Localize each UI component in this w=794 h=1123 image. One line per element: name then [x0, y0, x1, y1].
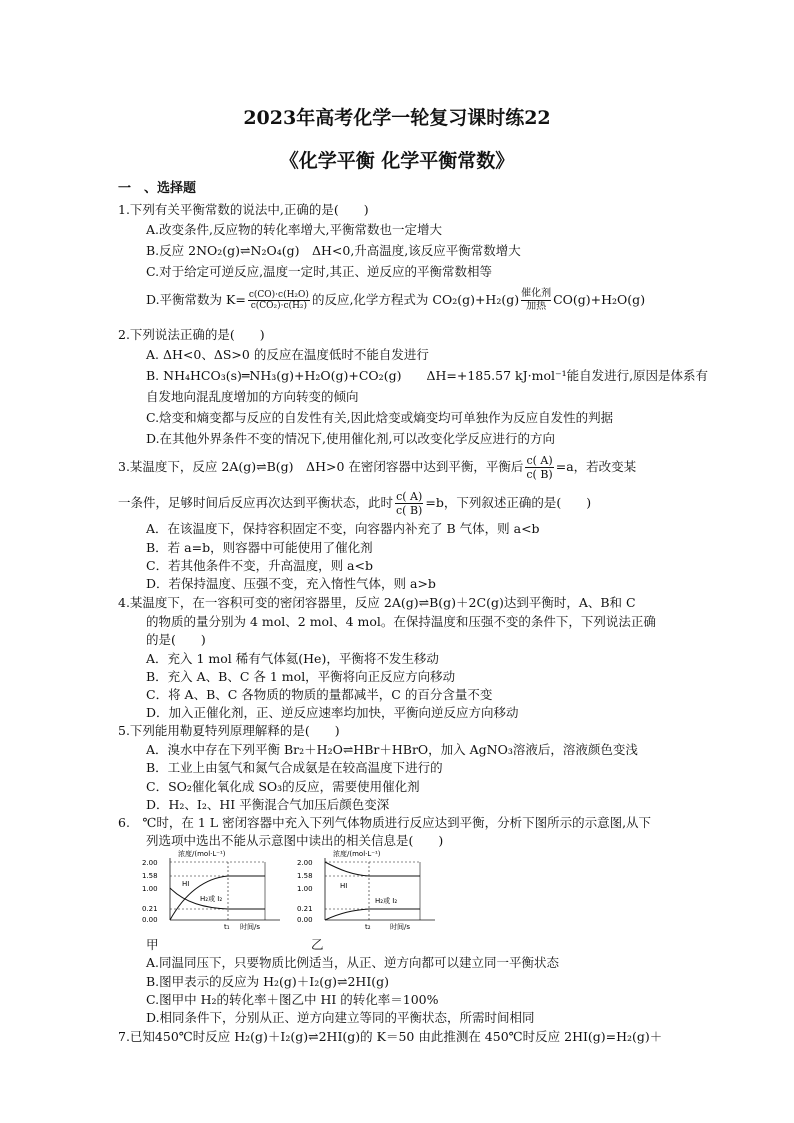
document-subtitle: 《化学平衡 化学平衡常数》 [279, 150, 515, 172]
q4-stem-line3: 的是( ) [146, 632, 206, 647]
q3-ratio-numerator: c( A) [526, 454, 553, 467]
q1-d-fraction [248, 290, 310, 311]
chart-jia-ytick-000: 0.00 [142, 916, 158, 924]
chart-yi-ytick-200: 2.00 [297, 859, 313, 867]
chart-yi-ytick-000: 0.00 [297, 916, 313, 924]
q6-option-d: D.相同条件下，分别从正、逆方向建立等同的平衡状态，所需时间相同 [146, 1010, 535, 1025]
q1-option-c: C.对于给定可逆反应,温度一定时,其正、逆反应的平衡常数相等 [146, 264, 493, 279]
q2-option-a: A. ΔH<0、ΔS>0 的反应在温度低时不能自发进行 [146, 347, 429, 362]
chart-yi-hi-label: HI [340, 882, 348, 890]
chart-yi-t2: t₂ [365, 923, 371, 931]
q6-option-a: A.同温同压下，只要物质比例适当，从正、逆方向都可以建立同一平衡状态 [146, 955, 560, 970]
chart-jia-ytick-021: 0.21 [142, 905, 158, 913]
q4-option-b: B．充入 A、B、C 各 1 mol，平衡将向正反应方向移动 [146, 669, 456, 684]
q1-d-middle: 的反应,化学方程式为 CO₂(g)+H₂(g) [311, 292, 520, 307]
q4-option-d: D．加入正催化剂，正、逆反应速率均加快，平衡向逆反应方向移动 [146, 705, 519, 720]
chart-jia-ytick-200: 2.00 [142, 859, 158, 867]
q6-stem-line1: 6. ℃时，在 1 L 密闭容器中充入下列气体物质进行反应达到平衡，分析下图所示的示意图,从下 [118, 815, 652, 830]
chart-yi [295, 848, 445, 934]
q3-ratio-denominator: c( B) [526, 468, 553, 481]
q1-d-condition-arrow [521, 289, 551, 312]
q3-line2-prefix: 一条件，足够时间后反应再次达到平衡状态，此时 [118, 495, 394, 510]
chart-yi-xlabel: 时间/s [390, 923, 411, 931]
q2-option-b-line1: B. NH₄HCO₃(s)═NH₃(g)+H₂O(g)+CO₂(g) ΔH=+185.57 kJ·mol⁻¹能自发进行,原因是体系有 [146, 368, 709, 383]
q2-option-c: C.焓变和熵变都与反应的自发性有关,因此焓变或熵变均可单独作为反应自发性的判据 [146, 410, 614, 425]
q5-option-a: A．溴水中存在下列平衡 Br₂＋H₂O⇌HBr＋HBrO，加入 AgNO₃溶液后，溶液颜色变浅 [146, 742, 638, 757]
figure-label-yi: 乙 [311, 937, 324, 952]
chart-jia-t1: t₁ [224, 923, 230, 931]
q2-stem: 2.下列说法正确的是( ) [118, 327, 265, 342]
chart-jia-h2-label: H₂或 I₂ [200, 895, 223, 903]
q1-d-products: CO(g)+H₂O(g) [553, 292, 646, 307]
q5-stem: 5.下列能用勒夏特列原理解释的是( ) [118, 723, 340, 738]
q3-stem-line2 [118, 490, 591, 517]
q3-ratio-numerator-2: c( A) [396, 490, 423, 503]
q5-option-b: B．工业上由氢气和氮气合成氨是在较高温度下进行的 [146, 760, 443, 775]
q1-d-heat: 加热 [526, 301, 547, 312]
q3-option-d: D．若保持温度、压强不变，充入惰性气体，则 a>b [146, 576, 436, 591]
q5-option-d: D．H₂、I₂、HI 平衡混合气加压后颜色变深 [146, 797, 390, 812]
q1-d-prefix: D.平衡常数为 K= [146, 292, 246, 307]
chart-jia-ytick-158: 1.58 [142, 872, 158, 880]
q3-stem-suffix: =a，若改变某 [555, 459, 637, 474]
q3-stem-prefix: 3.某温度下，反应 2A(g)⇌B(g) ΔH>0 在密闭容器中达到平衡，平衡后 [118, 459, 524, 474]
q3-option-b: B．若 a=b，则容器中可能使用了催化剂 [146, 540, 373, 555]
q1-option-a: A.改变条件,反应物的转化率增大,平衡常数也一定增大 [146, 222, 442, 237]
q3-line2-suffix: =b，下列叙述正确的是( ) [425, 495, 592, 510]
chart-yi-ytick-158: 1.58 [297, 872, 313, 880]
q3-ratio-fraction-2 [395, 490, 423, 517]
figure-label-jia: 甲 [146, 937, 159, 952]
section-heading: 一 、选择题 [118, 181, 197, 196]
chart-yi-h2-curve [325, 909, 420, 920]
q5-option-c: C．SO₂催化氧化成 SO₃的反应，需要使用催化剂 [146, 779, 420, 794]
chart-jia-ylabel: 浓度/(mol·L⁻¹) [178, 850, 226, 858]
chart-yi-ytick-021: 0.21 [297, 905, 313, 913]
chart-jia [140, 848, 290, 934]
q1-d-denominator: c(CO₂)·c(H₂) [250, 301, 308, 311]
chart-jia-hi-label: HI [182, 880, 190, 888]
q1-option-d [146, 289, 645, 312]
chart-yi-ylabel: 浓度/(mol·L⁻¹) [333, 850, 381, 858]
q3-ratio-fraction [525, 454, 553, 481]
q3-ratio-denominator-2: c( B) [396, 504, 423, 517]
q3-stem [118, 454, 636, 481]
q6-option-b: B.图甲表示的反应为 H₂(g)＋I₂(g)⇌2HI(g) [146, 974, 390, 989]
chart-yi-hi-curve [325, 862, 420, 876]
q1-stem: 1.下列有关平衡常数的说法中,正确的是( ) [118, 202, 369, 217]
q6-stem-line2: 列选项中选出不能从示意图中读出的相关信息是( ) [146, 833, 444, 848]
q4-option-a: A．充入 1 mol 稀有气体氦(He)，平衡将不发生移动 [146, 651, 439, 666]
chart-yi-h2-label: H₂或 I₂ [375, 897, 398, 905]
q1-option-b: B.反应 2NO₂(g)⇌N₂O₄(g) ΔH<0,升高温度,该反应平衡常数增大 [146, 243, 521, 258]
q6-option-c: C.图甲中 H₂的转化率＋图乙中 HI 的转化率＝100% [146, 992, 439, 1007]
q4-option-c: C．将 A、B、C 各物质的物质的量都减半，C 的百分含量不变 [146, 687, 493, 702]
document-title: 2023年高考化学一轮复习课时练22 [243, 107, 551, 129]
q7-stem-line1: 7.已知450℃时反应 H₂(g)＋I₂(g)⇌2HI(g)的 K＝50 由此推测在 450℃时反应 2HI(g)=H₂(g)＋ [118, 1029, 663, 1044]
q3-option-a: A．在该温度下，保持容积固定不变，向容器内补充了 B 气体，则 a<b [146, 521, 540, 536]
q1-d-catalyst: 催化剂 [521, 288, 552, 299]
q3-option-c: C．若其他条件不变，升高温度，则 a<b [146, 558, 373, 573]
chart-jia-xlabel: 时间/s [240, 923, 261, 931]
q4-stem-line1: 4.某温度下，在一容积可变的密闭容器里，反应 2A(g)⇌B(g)＋2C(g)达到平衡时，A、B和 C [118, 595, 636, 610]
q2-option-d: D.在其他外界条件不变的情况下,使用催化剂,可以改变化学反应进行的方向 [146, 431, 555, 446]
q1-d-numerator: c(CO)·c(H₂O) [248, 290, 309, 300]
q2-option-b-line2: 自发地向混乱度增加的方向转变的倾向 [146, 389, 359, 404]
chart-jia-ytick-100: 1.00 [142, 885, 158, 893]
chart-yi-ytick-100: 1.00 [297, 885, 313, 893]
q4-stem-line2: 的物质的量分别为 4 mol、2 mol、4 mol。在保持温度和压强不变的条件下，下列说法正确 [146, 614, 656, 629]
